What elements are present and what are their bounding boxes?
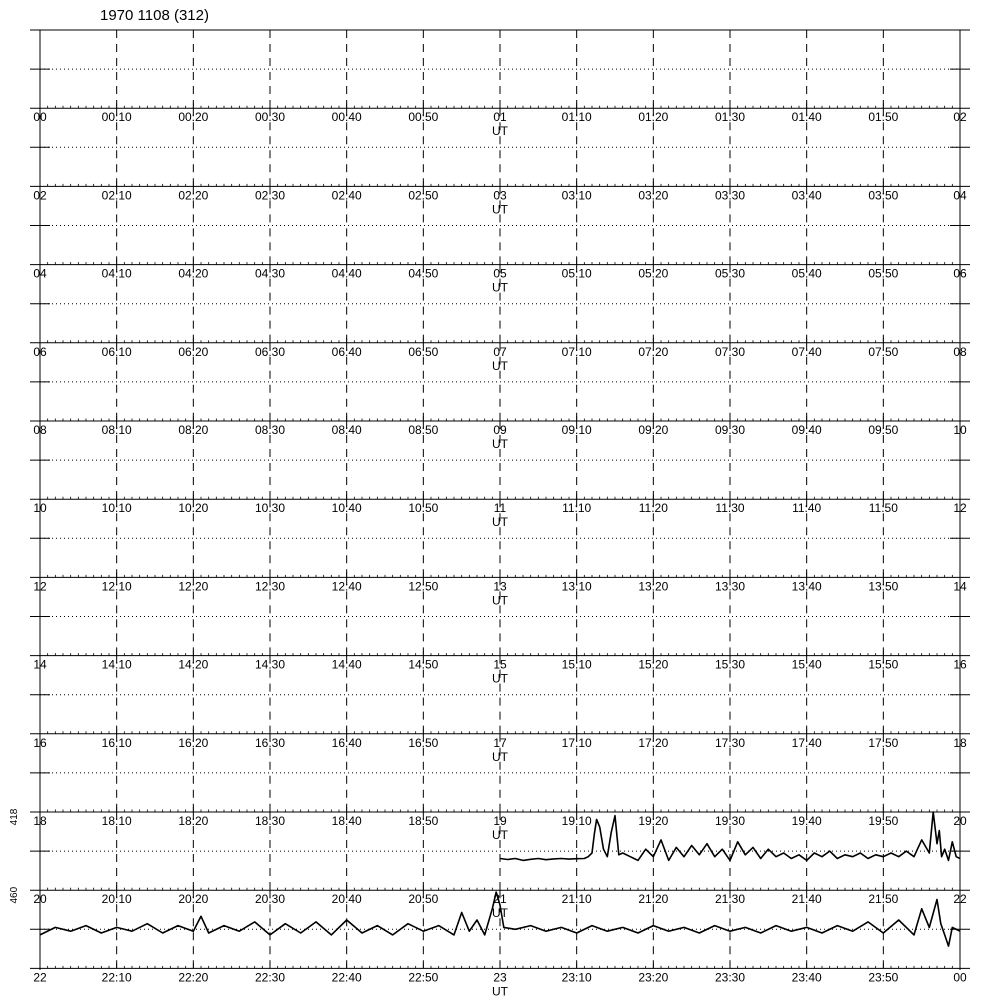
tick-label: 17 [493, 735, 507, 750]
x-axis-label: UT [492, 749, 508, 764]
tick-label: 13:30 [714, 579, 746, 594]
tick-label: 04 [953, 188, 967, 203]
tick-label: 15:30 [714, 657, 746, 672]
tick-label: 06 [33, 344, 47, 359]
tick-label: 09:50 [868, 423, 899, 437]
tick-label: 04:30 [254, 266, 286, 281]
tick-label: 08:20 [178, 423, 209, 437]
panel-08 [30, 343, 970, 451]
tick-label: 00:50 [408, 110, 439, 125]
tick-label: 02:50 [408, 188, 439, 203]
tick-label: 16:40 [331, 735, 362, 750]
tick-label: 15:10 [561, 657, 592, 672]
tick-label: 09:10 [561, 423, 592, 437]
tick-label: 07:40 [791, 344, 822, 359]
tick-label: 22:40 [331, 970, 362, 985]
tick-label: 19:50 [868, 814, 899, 828]
tick-label: 17:10 [561, 735, 592, 750]
tick-label: 21:50 [868, 892, 899, 907]
tick-label: 05:10 [561, 266, 592, 281]
tick-label: 15:40 [791, 657, 822, 672]
tick-label: 10:20 [178, 501, 209, 516]
tick-label: 13:10 [561, 579, 592, 594]
tick-label: 19:40 [791, 814, 822, 828]
tick-label: 00:30 [254, 110, 286, 125]
tick-label: 04:50 [408, 266, 439, 281]
tick-label: 16:20 [178, 735, 209, 750]
tick-label: 22:10 [101, 970, 132, 985]
tick-label: 01:10 [561, 110, 592, 125]
tick-label: 06 [953, 266, 967, 281]
tick-label: 21:10 [561, 892, 592, 907]
tick-label: 08:10 [101, 423, 132, 437]
tick-label: 17:40 [791, 735, 822, 750]
tick-label: 18:40 [331, 814, 362, 828]
tick-label: 10 [33, 501, 47, 516]
tick-label: 14:40 [331, 657, 362, 672]
tick-label: 19:30 [714, 814, 746, 828]
tick-label: 01:30 [714, 110, 746, 125]
tick-label: 20:20 [178, 892, 209, 907]
tick-label: 10:10 [101, 501, 132, 516]
tick-label: 22:30 [254, 970, 286, 985]
tick-label: 05 [493, 266, 507, 281]
tick-label: 00:40 [331, 110, 362, 125]
tick-label: 04:40 [331, 266, 362, 281]
tick-label: 02:30 [254, 188, 286, 203]
panel-18 [30, 734, 970, 842]
tick-label: 02 [33, 188, 47, 203]
tick-label: 20:40 [331, 892, 362, 907]
tick-label: 12 [953, 501, 967, 516]
x-axis-label: UT [492, 515, 508, 530]
tick-label: 03:10 [561, 188, 592, 203]
panel-12 [30, 499, 970, 607]
tick-label: 07:20 [638, 344, 669, 359]
tick-label: 01:50 [868, 110, 899, 125]
tick-label: 13:40 [791, 579, 822, 594]
tick-label: 19:20 [638, 814, 669, 828]
tick-label: 11:30 [715, 501, 745, 516]
tick-label: 16 [953, 657, 967, 672]
tick-label: 21:40 [791, 892, 822, 907]
tick-label: 23:30 [714, 970, 746, 985]
tick-label: 22 [953, 892, 967, 907]
tick-label: 00 [33, 110, 47, 125]
tick-label: 14 [33, 657, 47, 672]
tick-label: 22:50 [408, 970, 439, 985]
panel-10 [30, 421, 970, 529]
tick-label: 22:20 [178, 970, 209, 985]
tick-label: 00:10 [101, 110, 132, 125]
tick-label: 18:20 [178, 814, 209, 828]
tick-label: 09 [493, 423, 507, 437]
x-axis-label: UT [492, 828, 508, 842]
y-marker-label: 460 [9, 886, 20, 904]
tick-label: 16:50 [408, 735, 439, 750]
panel-04 [30, 186, 970, 294]
tick-label: 03:50 [868, 188, 899, 203]
tick-label: 07:10 [561, 344, 592, 359]
tick-label: 10:30 [254, 501, 286, 516]
tick-label: 15:20 [638, 657, 669, 672]
tick-label: 05:30 [714, 266, 746, 281]
tick-label: 18:10 [101, 814, 132, 828]
tick-label: 23:50 [868, 970, 899, 985]
tick-label: 13:50 [868, 579, 899, 594]
tick-label: 19:10 [561, 814, 592, 828]
tick-label: 16:30 [254, 735, 286, 750]
tick-label: 20 [33, 892, 47, 907]
tick-label: 03:20 [638, 188, 669, 203]
tick-label: 15 [493, 657, 507, 672]
tick-label: 09:20 [638, 423, 669, 437]
tick-label: 04:20 [178, 266, 209, 281]
tick-label: 11:50 [868, 501, 898, 516]
tick-label: 01:20 [638, 110, 669, 125]
tick-label: 21:20 [638, 892, 669, 907]
tick-label: 02:40 [331, 188, 362, 203]
tick-label: 10 [953, 423, 967, 437]
tick-label: 13:20 [638, 579, 669, 594]
tick-label: 12:20 [178, 579, 209, 594]
tick-label: 22 [33, 970, 47, 985]
x-axis-label: UT [492, 280, 508, 295]
tick-label: 06:10 [101, 344, 132, 359]
panel-22 [30, 890, 970, 998]
tick-label: 03 [493, 188, 507, 203]
tick-label: 14:30 [254, 657, 286, 672]
tick-label: 06:40 [331, 344, 362, 359]
x-axis-label: UT [492, 984, 508, 999]
tick-label: 23:10 [561, 970, 592, 985]
tick-label: 23:20 [638, 970, 669, 985]
tick-label: 13 [493, 579, 507, 594]
tick-label: 16:10 [101, 735, 132, 750]
tick-label: 10:40 [331, 501, 362, 516]
x-axis-label: UT [492, 202, 508, 217]
tick-label: 14 [953, 579, 967, 594]
x-axis-label: UT [492, 358, 508, 373]
tick-label: 16 [33, 735, 47, 750]
tick-label: 00:20 [178, 110, 209, 125]
tick-label: 18 [953, 735, 967, 750]
tick-label: 21 [493, 892, 507, 907]
tick-label: 05:20 [638, 266, 669, 281]
panel-02 [30, 108, 970, 216]
y-marker-label: 418 [9, 808, 20, 826]
tick-label: 12:50 [408, 579, 439, 594]
tick-label: 08:40 [331, 423, 362, 437]
tick-label: 20 [953, 814, 967, 828]
tick-label: 06:30 [254, 344, 286, 359]
x-axis-label: UT [492, 671, 508, 686]
tick-label: 02 [953, 110, 967, 125]
chart-title: 1970 1108 (312) [100, 7, 209, 24]
tick-label: 07:30 [714, 344, 746, 359]
tick-label: 18 [33, 814, 47, 828]
tick-label: 14:50 [408, 657, 439, 672]
x-axis-label: UT [492, 906, 508, 921]
x-axis-label: UT [492, 437, 508, 451]
tick-label: 00 [953, 970, 967, 985]
tick-label: 08:30 [254, 423, 286, 437]
tick-label: 05:40 [791, 266, 822, 281]
tick-label: 03:30 [714, 188, 746, 203]
tick-label: 14:10 [101, 657, 132, 672]
tick-label: 23:40 [791, 970, 822, 985]
tick-label: 04:10 [101, 266, 132, 281]
tick-label: 02:20 [178, 188, 209, 203]
tick-label: 11 [493, 501, 507, 516]
tick-label: 21:30 [714, 892, 746, 907]
tick-label: 08:50 [408, 423, 439, 437]
tick-label: 07 [493, 344, 507, 359]
tick-label: 09:40 [791, 423, 822, 437]
tick-label: 20:50 [408, 892, 439, 907]
tick-label: 06:20 [178, 344, 209, 359]
tick-label: 04 [33, 266, 47, 281]
x-axis-label: UT [492, 124, 508, 139]
tick-label: 05:50 [868, 266, 899, 281]
tick-label: 01:40 [791, 110, 822, 125]
x-axis-label: UT [492, 593, 508, 608]
tick-label: 01 [493, 110, 507, 125]
tick-label: 12:30 [254, 579, 286, 594]
panel-14 [30, 577, 970, 685]
tick-label: 11:10 [562, 501, 592, 516]
tick-label: 17:20 [638, 735, 669, 750]
tick-label: 12 [33, 579, 47, 594]
tick-label: 19 [493, 814, 507, 828]
tick-label: 17:50 [868, 735, 899, 750]
tick-label: 10:50 [408, 501, 439, 516]
tick-label: 20:10 [101, 892, 132, 907]
tick-label: 15:50 [868, 657, 899, 672]
tick-label: 03:40 [791, 188, 822, 203]
tick-label: 08 [33, 423, 47, 437]
tick-label: 17:30 [714, 735, 746, 750]
panel-00 [30, 30, 970, 138]
tick-label: 08 [953, 344, 967, 359]
tick-label: 11:20 [638, 501, 668, 516]
tick-label: 23 [493, 970, 507, 985]
tick-label: 06:50 [408, 344, 439, 359]
panel-06 [30, 265, 970, 373]
panel-16 [30, 656, 970, 764]
tick-label: 07:50 [868, 344, 899, 359]
tick-label: 20:30 [254, 892, 286, 907]
tick-label: 02:10 [101, 188, 132, 203]
tick-label: 18:30 [254, 814, 286, 828]
tick-label: 14:20 [178, 657, 209, 672]
tick-label: 12:10 [101, 579, 132, 594]
tick-label: 09:30 [714, 423, 746, 437]
tick-label: 12:40 [331, 579, 362, 594]
tick-label: 11:40 [792, 501, 822, 516]
tick-label: 18:50 [408, 814, 439, 828]
